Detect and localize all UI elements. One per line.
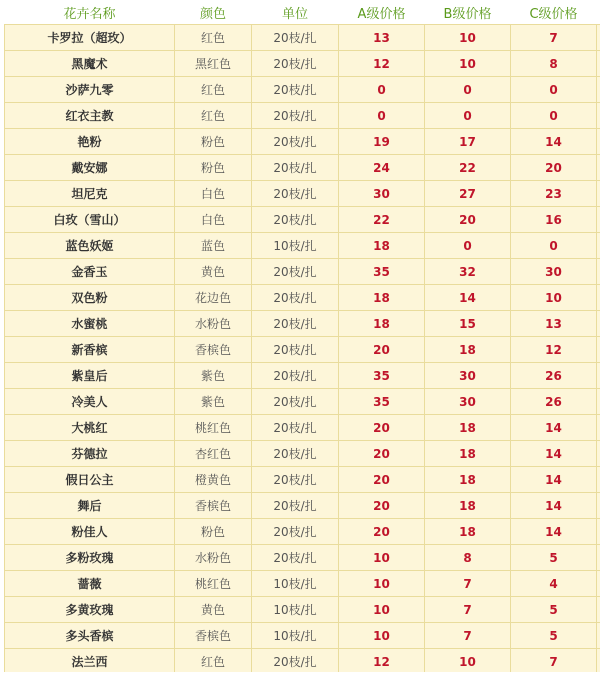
table-row	[5, 207, 600, 233]
price-a-cell: 35	[339, 259, 425, 285]
price-a-cell: 10	[339, 623, 425, 649]
price-a-cell: 18	[339, 311, 425, 337]
price-a-cell: 20	[339, 467, 425, 493]
color-cell: 红色	[175, 25, 252, 51]
price-c-cell: 8	[511, 51, 597, 77]
price-c-cell: 10	[511, 285, 597, 311]
table-header	[5, 0, 600, 25]
extra-cell	[597, 51, 600, 77]
flower-name-cell: 艳粉	[5, 129, 175, 155]
price-a-cell: 19	[339, 129, 425, 155]
table-row	[5, 259, 600, 285]
header-extra-column	[597, 0, 600, 25]
unit-cell: 20枝/扎	[252, 181, 339, 207]
table-row	[5, 181, 600, 207]
price-b-cell: 10	[425, 25, 511, 51]
price-c-cell: 20	[511, 155, 597, 181]
flower-name-cell: 法兰西	[5, 649, 175, 675]
price-a-cell: 10	[339, 545, 425, 571]
unit-cell: 20枝/扎	[252, 207, 339, 233]
table-row	[5, 597, 600, 623]
flower-name-cell: 粉佳人	[5, 519, 175, 545]
price-c-cell: 0	[511, 233, 597, 259]
price-b-cell: 10	[425, 649, 511, 675]
extra-cell	[597, 181, 600, 207]
unit-cell: 20枝/扎	[252, 155, 339, 181]
price-b-cell: 27	[425, 181, 511, 207]
unit-cell: 20枝/扎	[252, 415, 339, 441]
price-b-cell: 0	[425, 103, 511, 129]
table-row	[5, 155, 600, 181]
price-a-cell: 20	[339, 337, 425, 363]
flower-name-cell: 黑魔术	[5, 51, 175, 77]
price-c-cell: 14	[511, 415, 597, 441]
flower-name-cell: 双色粉	[5, 285, 175, 311]
price-c-cell: 5	[511, 597, 597, 623]
price-a-cell: 20	[339, 493, 425, 519]
unit-cell: 20枝/扎	[252, 129, 339, 155]
unit-cell: 20枝/扎	[252, 545, 339, 571]
unit-cell: 20枝/扎	[252, 519, 339, 545]
color-cell: 桃红色	[175, 415, 252, 441]
flower-name-cell: 舞后	[5, 493, 175, 519]
table-row	[5, 363, 600, 389]
table-row	[5, 519, 600, 545]
unit-cell: 10枝/扎	[252, 623, 339, 649]
bottom-margin	[0, 672, 600, 680]
unit-cell: 10枝/扎	[252, 597, 339, 623]
color-cell: 粉色	[175, 155, 252, 181]
flower-name-cell: 大桃红	[5, 415, 175, 441]
price-a-cell: 35	[339, 389, 425, 415]
table-row	[5, 311, 600, 337]
color-cell: 橙黄色	[175, 467, 252, 493]
header-flower-name: 花卉名称	[5, 0, 175, 25]
price-b-cell: 32	[425, 259, 511, 285]
flower-name-cell: 沙萨九零	[5, 77, 175, 103]
header-row	[5, 0, 600, 25]
color-cell: 红色	[175, 77, 252, 103]
flower-name-cell: 卡罗拉（超玫）	[5, 25, 175, 51]
color-cell: 紫色	[175, 389, 252, 415]
extra-cell	[597, 155, 600, 181]
price-b-cell: 30	[425, 389, 511, 415]
extra-cell	[597, 597, 600, 623]
price-a-cell: 12	[339, 51, 425, 77]
flower-name-cell: 多粉玫瑰	[5, 545, 175, 571]
flower-name-cell: 戴安娜	[5, 155, 175, 181]
table-row	[5, 441, 600, 467]
price-a-cell: 0	[339, 77, 425, 103]
price-a-cell: 13	[339, 25, 425, 51]
price-b-cell: 7	[425, 571, 511, 597]
price-c-cell: 16	[511, 207, 597, 233]
color-cell: 白色	[175, 207, 252, 233]
price-c-cell: 5	[511, 545, 597, 571]
unit-cell: 20枝/扎	[252, 389, 339, 415]
unit-cell: 10枝/扎	[252, 571, 339, 597]
price-c-cell: 14	[511, 129, 597, 155]
price-c-cell: 26	[511, 363, 597, 389]
price-b-cell: 0	[425, 233, 511, 259]
extra-cell	[597, 519, 600, 545]
price-b-cell: 18	[425, 519, 511, 545]
price-b-cell: 18	[425, 493, 511, 519]
price-b-cell: 18	[425, 467, 511, 493]
extra-cell	[597, 571, 600, 597]
price-c-cell: 26	[511, 389, 597, 415]
price-a-cell: 18	[339, 233, 425, 259]
table-body	[5, 25, 600, 675]
price-a-cell: 22	[339, 207, 425, 233]
price-c-cell: 12	[511, 337, 597, 363]
table-row	[5, 389, 600, 415]
color-cell: 黄色	[175, 259, 252, 285]
price-b-cell: 14	[425, 285, 511, 311]
extra-cell	[597, 415, 600, 441]
flower-name-cell: 新香槟	[5, 337, 175, 363]
flower-name-cell: 坦尼克	[5, 181, 175, 207]
flower-name-cell: 蓝色妖姬	[5, 233, 175, 259]
extra-cell	[597, 129, 600, 155]
color-cell: 红色	[175, 649, 252, 675]
price-c-cell: 14	[511, 493, 597, 519]
extra-cell	[597, 207, 600, 233]
color-cell: 蓝色	[175, 233, 252, 259]
price-b-cell: 7	[425, 623, 511, 649]
table-row	[5, 571, 600, 597]
flower-name-cell: 紫皇后	[5, 363, 175, 389]
extra-cell	[597, 259, 600, 285]
extra-cell	[597, 623, 600, 649]
color-cell: 白色	[175, 181, 252, 207]
color-cell: 紫色	[175, 363, 252, 389]
unit-cell: 20枝/扎	[252, 51, 339, 77]
table-row	[5, 129, 600, 155]
extra-cell	[597, 77, 600, 103]
color-cell: 粉色	[175, 519, 252, 545]
unit-cell: 20枝/扎	[252, 649, 339, 675]
price-b-cell: 10	[425, 51, 511, 77]
unit-cell: 20枝/扎	[252, 259, 339, 285]
price-a-cell: 30	[339, 181, 425, 207]
flower-name-cell: 蔷薇	[5, 571, 175, 597]
table-row	[5, 285, 600, 311]
table-row	[5, 649, 600, 675]
color-cell: 黄色	[175, 597, 252, 623]
color-cell: 花边色	[175, 285, 252, 311]
flower-name-cell: 芬德拉	[5, 441, 175, 467]
header-unit: 单位	[252, 0, 339, 25]
unit-cell: 20枝/扎	[252, 25, 339, 51]
extra-cell	[597, 285, 600, 311]
price-c-cell: 5	[511, 623, 597, 649]
unit-cell: 20枝/扎	[252, 363, 339, 389]
header-price-a: A级价格	[339, 0, 425, 25]
extra-cell	[597, 233, 600, 259]
table-row	[5, 337, 600, 363]
extra-cell	[597, 493, 600, 519]
header-price-c: C级价格	[511, 0, 597, 25]
color-cell: 粉色	[175, 129, 252, 155]
price-b-cell: 20	[425, 207, 511, 233]
flower-name-cell: 金香玉	[5, 259, 175, 285]
price-c-cell: 0	[511, 77, 597, 103]
unit-cell: 20枝/扎	[252, 311, 339, 337]
price-a-cell: 35	[339, 363, 425, 389]
price-b-cell: 30	[425, 363, 511, 389]
table-row	[5, 415, 600, 441]
color-cell: 香槟色	[175, 623, 252, 649]
price-a-cell: 12	[339, 649, 425, 675]
color-cell: 桃红色	[175, 571, 252, 597]
flower-name-cell: 红衣主教	[5, 103, 175, 129]
extra-cell	[597, 649, 600, 675]
price-c-cell: 14	[511, 441, 597, 467]
flower-name-cell: 水蜜桃	[5, 311, 175, 337]
price-a-cell: 24	[339, 155, 425, 181]
price-b-cell: 0	[425, 77, 511, 103]
extra-cell	[597, 25, 600, 51]
price-a-cell: 0	[339, 103, 425, 129]
price-b-cell: 22	[425, 155, 511, 181]
price-b-cell: 18	[425, 415, 511, 441]
flower-name-cell: 冷美人	[5, 389, 175, 415]
extra-cell	[597, 363, 600, 389]
price-b-cell: 18	[425, 337, 511, 363]
color-cell: 杏红色	[175, 441, 252, 467]
flower-name-cell: 多黄玫瑰	[5, 597, 175, 623]
color-cell: 水粉色	[175, 545, 252, 571]
price-c-cell: 13	[511, 311, 597, 337]
flower-name-cell: 多头香槟	[5, 623, 175, 649]
extra-cell	[597, 103, 600, 129]
color-cell: 黑红色	[175, 51, 252, 77]
price-c-cell: 0	[511, 103, 597, 129]
extra-cell	[597, 389, 600, 415]
extra-cell	[597, 311, 600, 337]
header-price-b: B级价格	[425, 0, 511, 25]
extra-cell	[597, 545, 600, 571]
table-row	[5, 233, 600, 259]
unit-cell: 20枝/扎	[252, 337, 339, 363]
color-cell: 红色	[175, 103, 252, 129]
price-a-cell: 20	[339, 519, 425, 545]
price-a-cell: 20	[339, 415, 425, 441]
header-color: 颜色	[175, 0, 252, 25]
price-b-cell: 7	[425, 597, 511, 623]
unit-cell: 20枝/扎	[252, 285, 339, 311]
table-row	[5, 493, 600, 519]
price-b-cell: 8	[425, 545, 511, 571]
price-b-cell: 15	[425, 311, 511, 337]
price-a-cell: 20	[339, 441, 425, 467]
table-row	[5, 623, 600, 649]
color-cell: 香槟色	[175, 493, 252, 519]
unit-cell: 10枝/扎	[252, 233, 339, 259]
table-row	[5, 103, 600, 129]
price-c-cell: 7	[511, 649, 597, 675]
color-cell: 水粉色	[175, 311, 252, 337]
flower-name-cell: 假日公主	[5, 467, 175, 493]
unit-cell: 20枝/扎	[252, 467, 339, 493]
extra-cell	[597, 337, 600, 363]
price-a-cell: 10	[339, 571, 425, 597]
price-c-cell: 14	[511, 467, 597, 493]
table-row	[5, 545, 600, 571]
table-row	[5, 25, 600, 51]
price-b-cell: 18	[425, 441, 511, 467]
price-c-cell: 23	[511, 181, 597, 207]
extra-cell	[597, 467, 600, 493]
price-a-cell: 18	[339, 285, 425, 311]
price-c-cell: 14	[511, 519, 597, 545]
price-c-cell: 4	[511, 571, 597, 597]
price-a-cell: 10	[339, 597, 425, 623]
table-row	[5, 77, 600, 103]
price-c-cell: 7	[511, 25, 597, 51]
unit-cell: 20枝/扎	[252, 77, 339, 103]
flower-price-table	[4, 0, 600, 675]
price-b-cell: 17	[425, 129, 511, 155]
extra-cell	[597, 441, 600, 467]
unit-cell: 20枝/扎	[252, 493, 339, 519]
table-row	[5, 51, 600, 77]
price-c-cell: 30	[511, 259, 597, 285]
flower-name-cell: 白玫（雪山）	[5, 207, 175, 233]
unit-cell: 20枝/扎	[252, 441, 339, 467]
table-row	[5, 467, 600, 493]
color-cell: 香槟色	[175, 337, 252, 363]
unit-cell: 20枝/扎	[252, 103, 339, 129]
